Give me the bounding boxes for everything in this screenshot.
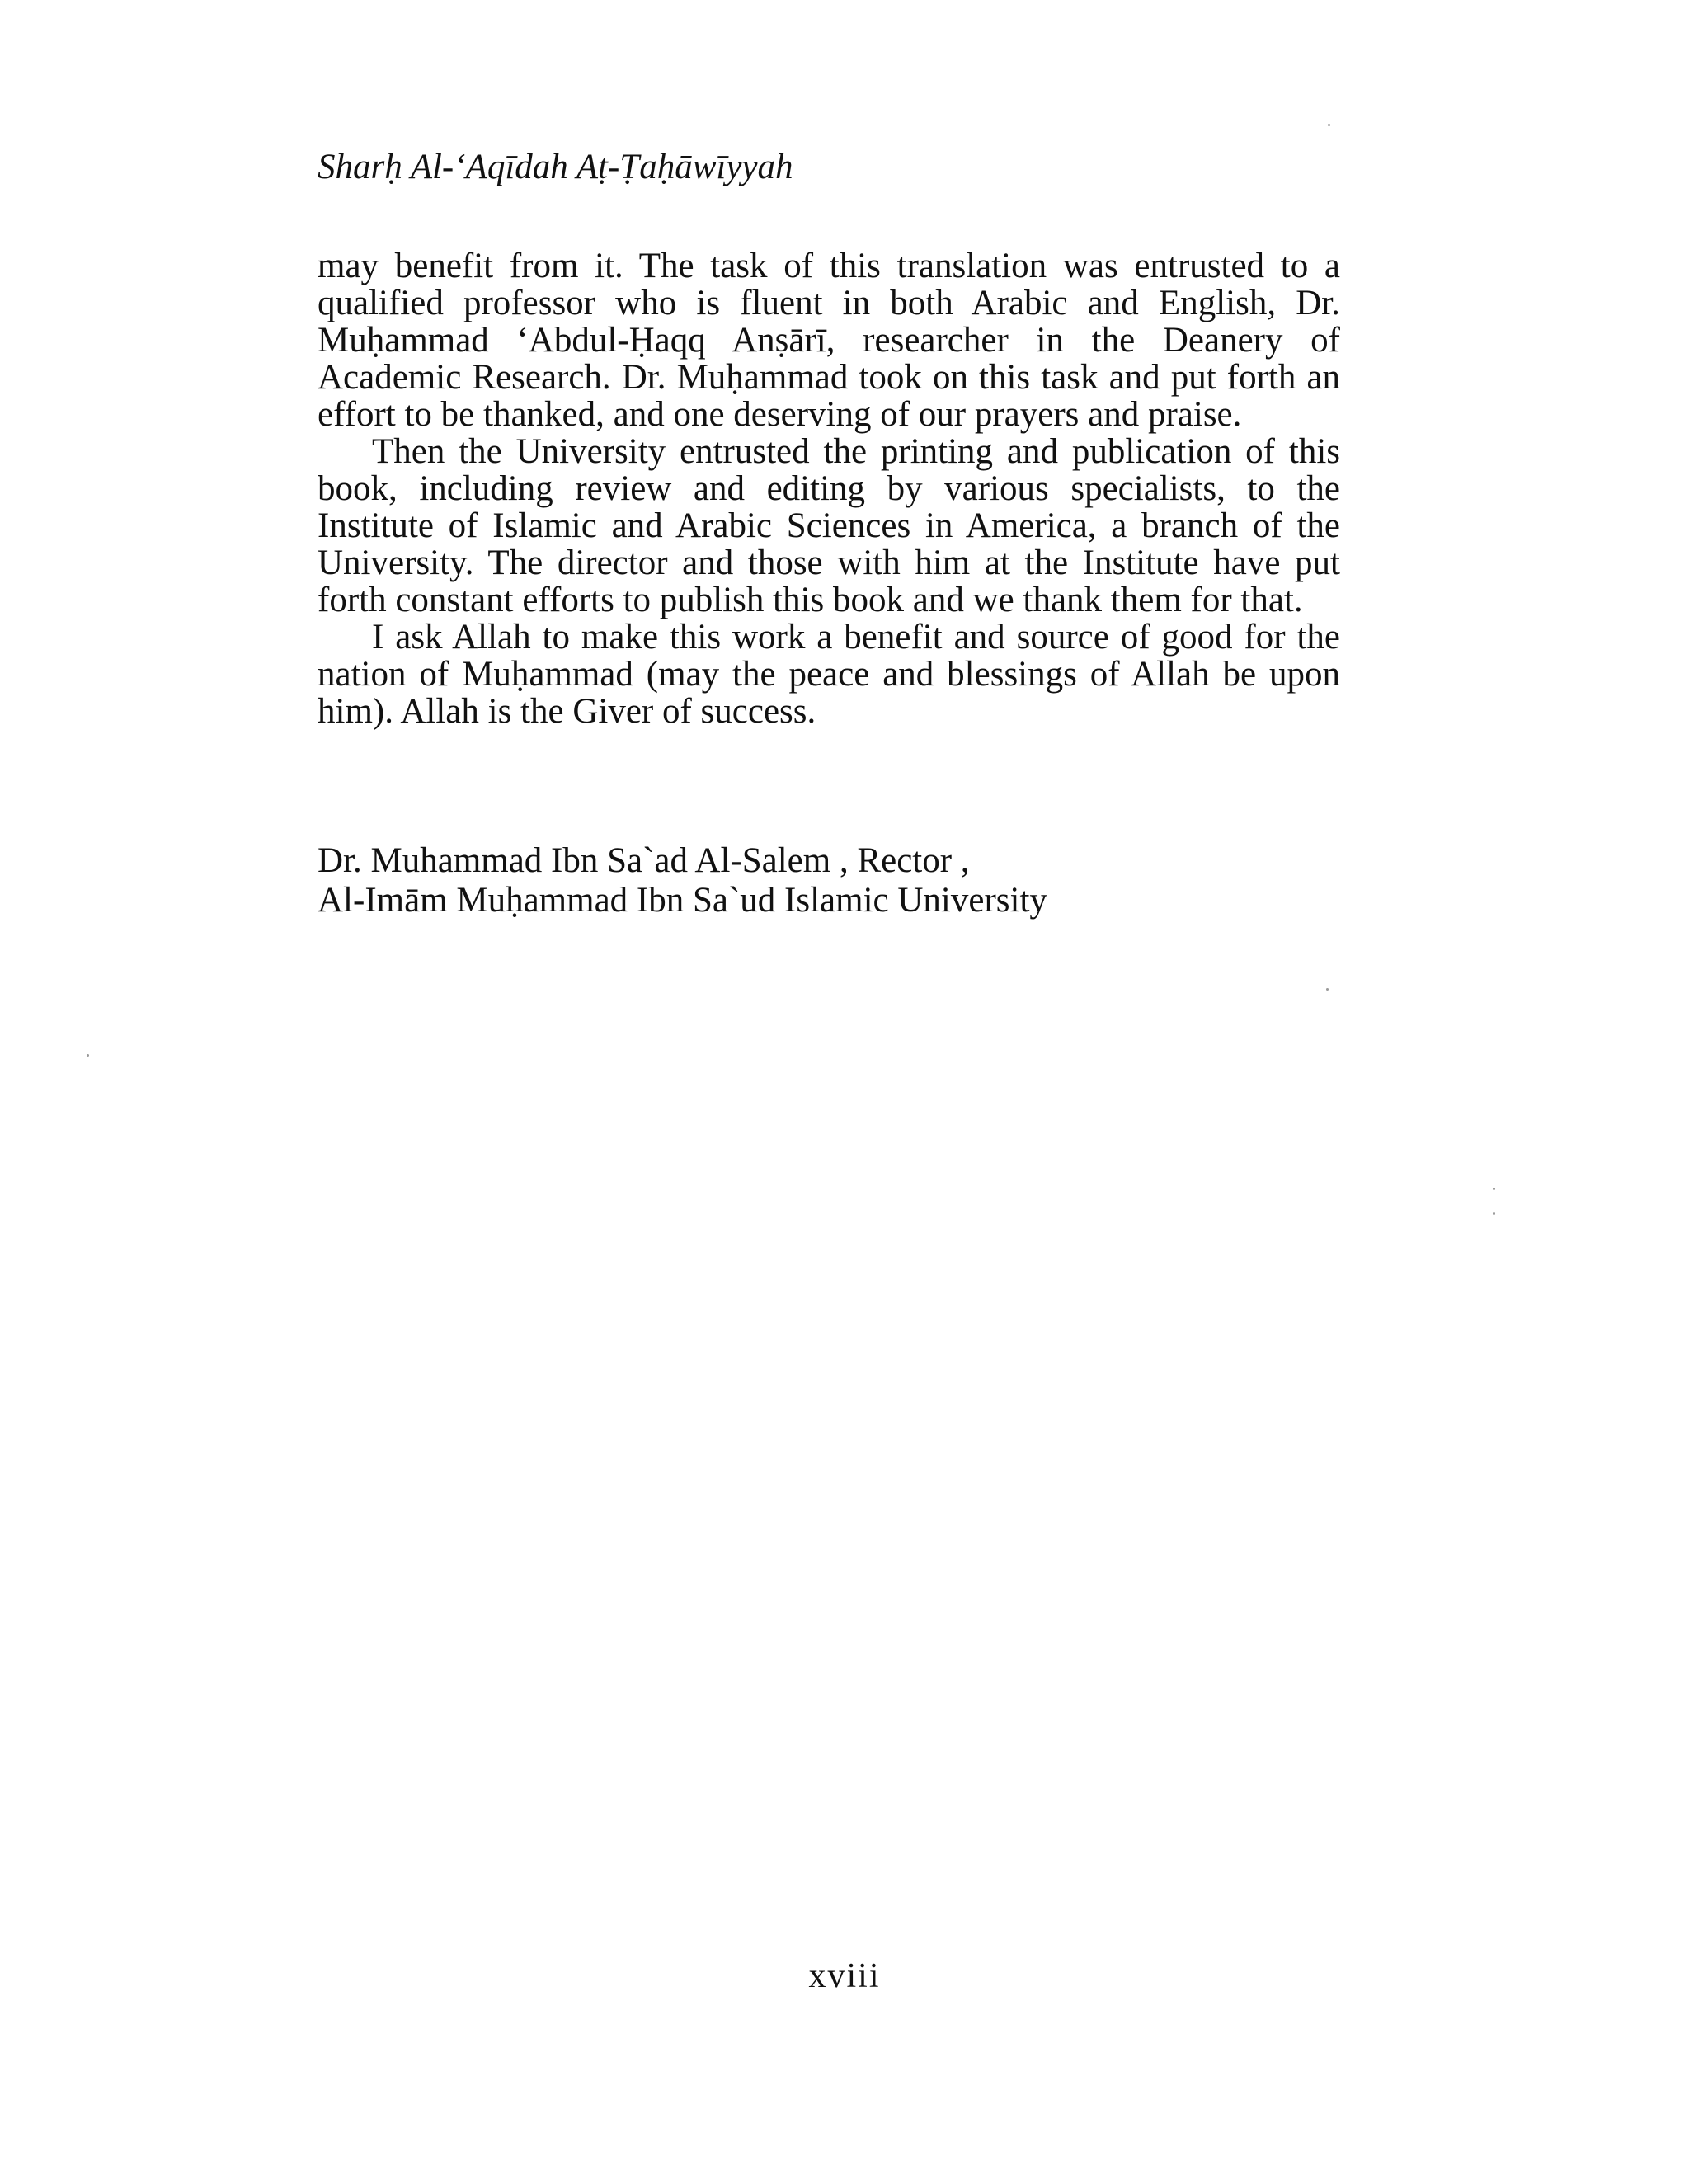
paragraph-1: may benefit from it. The task of this translation was entrusted to a qualified professor who is fluent in both Arabic and English, Dr. Muḥammad ʻAbdul-Ḥaqq Anṣārī, researcher in the Deanery of Academic Research. Dr. Muḥammad took on this task and put forth an effort to be thanked, and one deserving of our prayers and praise. [318, 247, 1340, 434]
paragraph-3: I ask Allah to make this work a benefit and source of good for the nation of Muḥammad (may the peace and blessings of Allah be upon him). Allah is the Giver of success. [318, 618, 1340, 731]
running-header: Sharḥ Al-ʻAqīdah Aṭ-Ṭaḥāwīyyah [318, 148, 793, 186]
page-number: xviii [808, 1957, 881, 1995]
signature-institution: Al-Imām Muḥammad Ibn Sa`ud Islamic University [318, 881, 1047, 920]
signature-block [318, 841, 1047, 920]
scan-speck [1328, 124, 1330, 126]
body-text [318, 247, 1340, 730]
signature-name: Dr. Muhammad Ibn Sa`ad Al-Salem , Rector , [318, 841, 970, 880]
scan-speck [1326, 988, 1329, 991]
scan-speck [87, 1054, 89, 1057]
scan-speck [1493, 1212, 1495, 1215]
paragraph-2: Then the University entrusted the printing and publication of this book, including review and editing by various specialists, to the Institute of Islamic and Arabic Sciences in America, a branch of the University. The director and those with him at the Institute have put forth constant efforts to publish this book and we thank them for that. [318, 432, 1340, 619]
scan-speck [1493, 1188, 1495, 1190]
